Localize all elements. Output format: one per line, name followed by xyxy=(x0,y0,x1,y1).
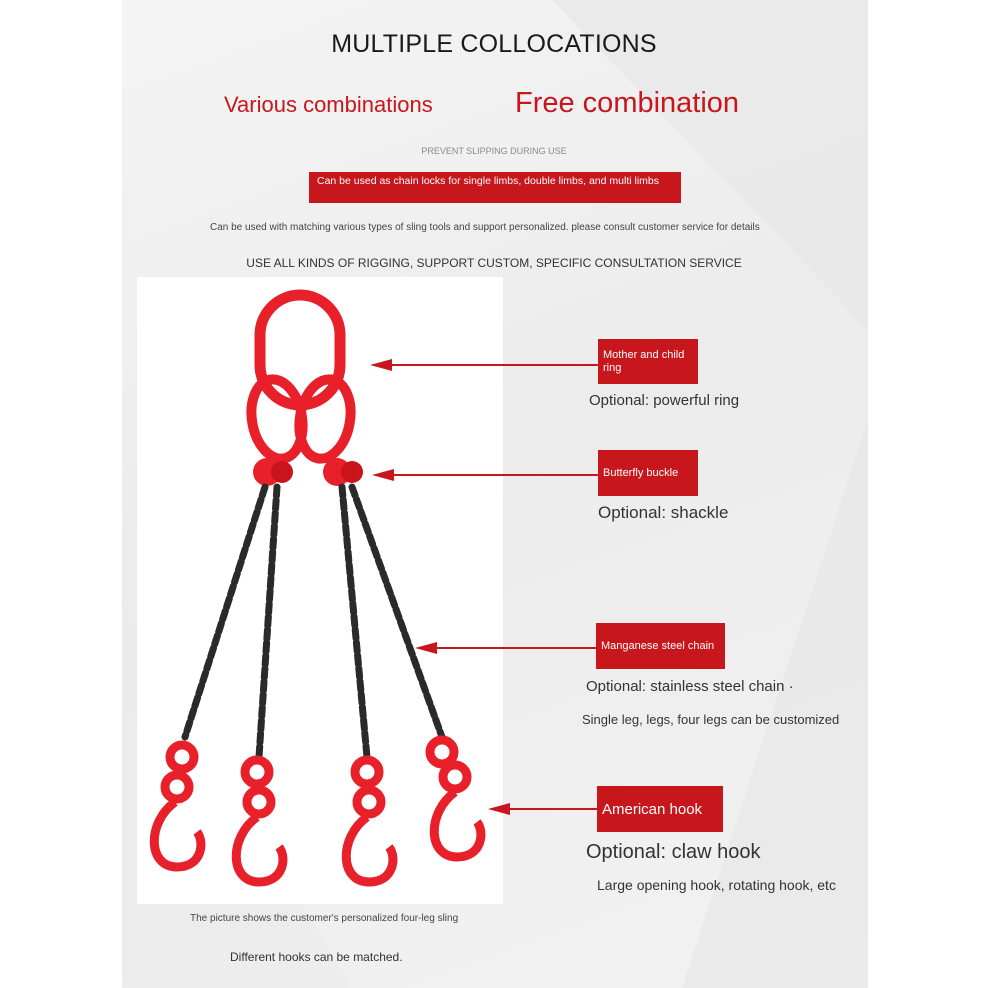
child-ring-right xyxy=(293,375,356,462)
caps-line: USE ALL KINDS OF RIGGING, SUPPORT CUSTOM, SPECIFIC CONSULTATION SERVICE xyxy=(246,256,742,270)
consult-note: Can be used with matching various types of sling tools and support personalized. please consult customer service for details xyxy=(210,222,760,233)
label-manganese-steel-chain: Manganese steel chain xyxy=(596,623,725,669)
optional-powerful-ring: Optional: powerful ring xyxy=(589,392,740,409)
master-ring xyxy=(260,295,340,405)
legs-customized-note: Single leg, legs, four legs can be customized xyxy=(582,712,840,727)
hook-leg-4 xyxy=(430,740,481,857)
photo-caption: The picture shows the customer's personalized four-leg sling xyxy=(190,913,459,924)
chain-leg-2 xyxy=(259,487,277,757)
hook-leg-3 xyxy=(346,760,393,882)
page-title: MULTIPLE COLLOCATIONS xyxy=(331,30,657,58)
chain-leg-1 xyxy=(185,487,265,737)
butterfly-buckle-right xyxy=(323,458,363,486)
arrow-buckle xyxy=(372,465,600,485)
arrow-hook xyxy=(488,799,600,819)
hook-types-note: Large opening hook, rotating hook, etc xyxy=(597,877,836,893)
subtitle-free: Free combination xyxy=(515,87,740,119)
arrow-chain xyxy=(415,638,600,658)
label-american-hook: American hook xyxy=(597,786,723,832)
small-caps-line: PREVENT SLIPPING DURING USE xyxy=(421,146,567,156)
hook-leg-1 xyxy=(154,745,201,867)
hooks-note: Different hooks can be matched. xyxy=(230,950,403,964)
optional-shackle: Optional: shackle xyxy=(598,503,729,522)
optional-stainless-chain: Optional: stainless steel chain · xyxy=(586,678,794,695)
red-banner: Can be used as chain locks for single limbs, double limbs, and multi limbs xyxy=(309,172,681,203)
optional-claw-hook: Optional: claw hook xyxy=(586,841,761,863)
arrow-ring xyxy=(370,355,600,375)
label-mother-child-ring: Mother and child ring xyxy=(598,339,698,384)
subtitle-various: Various combinations xyxy=(224,92,433,117)
chain-leg-4 xyxy=(352,487,442,737)
label-butterfly-buckle: Butterfly buckle xyxy=(598,450,698,496)
hook-leg-2 xyxy=(236,760,283,882)
